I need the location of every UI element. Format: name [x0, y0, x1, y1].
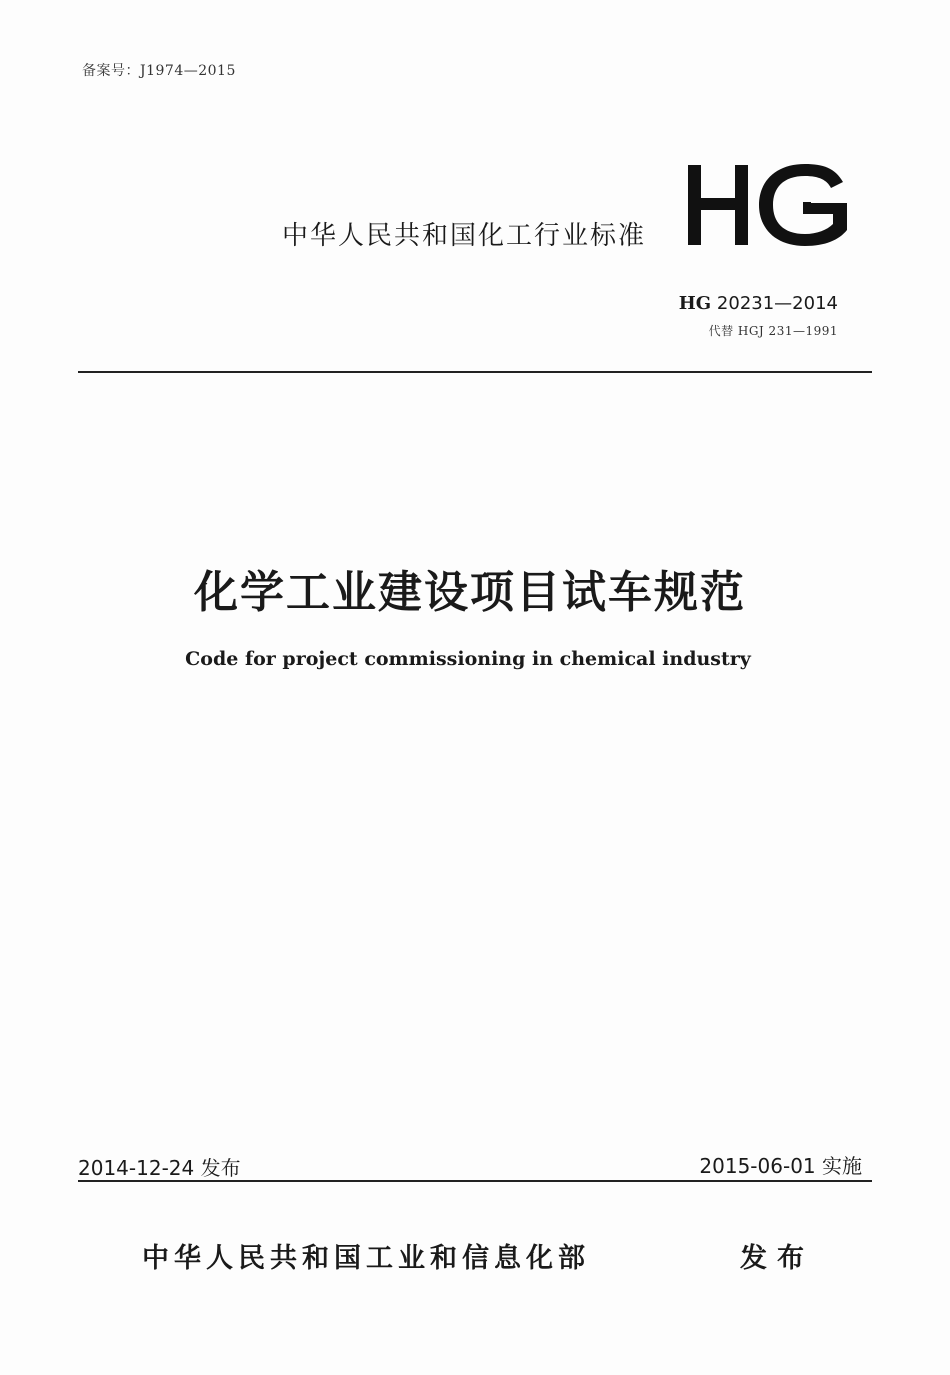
- publisher: 中华人民共和国工业和信息化部: [142, 1243, 590, 1274]
- standard-number-prefix: HG: [678, 293, 712, 314]
- title-english: Code for project commissioning in chemical industry: [185, 648, 751, 670]
- standard-number: [679, 293, 838, 314]
- publish-label: 发布: [740, 1243, 814, 1274]
- replaces-note: 代替 HGJ 231—1991: [708, 324, 838, 338]
- top-divider: [78, 371, 872, 373]
- hg-logo: [683, 160, 853, 250]
- implementation-date: 2015-06-01 实施: [699, 1154, 862, 1178]
- record-number: 备案号：J1974—2015: [82, 63, 236, 79]
- bottom-divider: [78, 1180, 872, 1182]
- standard-category: 中华人民共和国化工行业标准: [282, 221, 647, 251]
- issue-date: 2014-12-24 发布: [78, 1156, 241, 1180]
- title-chinese: 化学工业建设项目试车规范: [194, 567, 746, 618]
- standard-number-value: 20231—2014: [716, 293, 838, 314]
